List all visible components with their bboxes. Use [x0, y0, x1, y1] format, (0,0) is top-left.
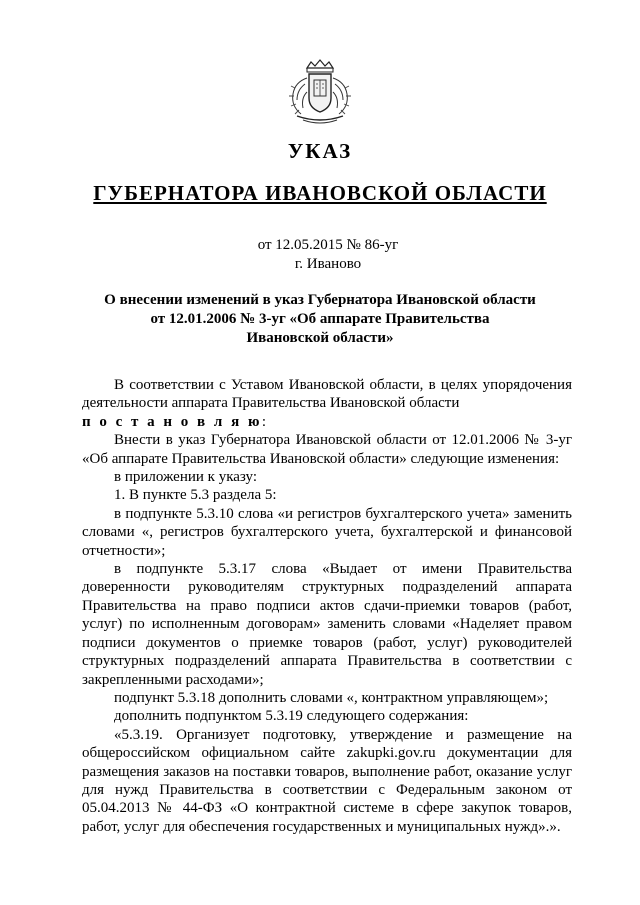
city-name: г. Иваново — [294, 256, 362, 272]
body-paragraph-3: 1. В пункте 5.3 раздела 5: — [114, 487, 277, 504]
body-paragraph-7: дополнить подпунктом 5.3.19 следующего содержания: — [114, 708, 469, 725]
document-type-heading: УКАЗ — [287, 139, 353, 163]
body-paragraph-5: в подпункте 5.3.17 слова «Выдает от имени Правительства доверенности руководителям структурных подразделений аппарата Правительства на право подписи актов сдачи-приемки товаров (работ, услуг) по исполненным договорам» заменить словами «Наделяет правом подписи документов о приемке товаров (работ, услуг) руководителей структурных подразделений аппарата Правительства в соответствии с закрепленными расходами»; — [82, 561, 572, 688]
subject-line-3: Ивановской области» — [246, 330, 394, 346]
preamble-paragraph: В соответствии с Уставом Ивановской области, в целях упорядочения деятельности аппарата Правительства Ивановской области — [82, 377, 572, 412]
decree-word: п о с т а н о в л я ю — [82, 413, 262, 430]
subject-line-2: от 12.01.2006 № 3-уг «Об аппарате Правительства — [150, 311, 490, 327]
body-paragraph-2: в приложении к указу: — [114, 469, 257, 486]
coat-of-arms-icon — [285, 58, 355, 126]
body-paragraph-8: «5.3.19. Организует подготовку, утверждение и размещение на общероссийском официальном сайте zakupki.gov.ru документации для размещения заказов на поставки товаров, выполнение работ, оказание услуг для нужд Правительства в соответствии с Федеральным законом от 05.04.2013 № 44-ФЗ «О контрактной системе в сфере закупок товаров, работ, услуг для обеспечения государственных и муниципальных нужд».». — [82, 726, 572, 835]
issuer-heading: ГУБЕРНАТОРА ИВАНОВСКОЙ ОБЛАСТИ — [93, 181, 547, 205]
document-body — [82, 376, 572, 836]
date-and-number: от 12.05.2015 № 86-уг — [257, 237, 399, 253]
body-paragraph-1: Внести в указ Губернатора Ивановской области от 12.01.2006 № 3-уг «Об аппарате Правительства Ивановской области» следующие изменения: — [82, 432, 572, 467]
subject-line-1: О внесении изменений в указ Губернатора Ивановской области — [104, 292, 536, 308]
body-paragraph-4: в подпункте 5.3.10 слова «и регистров бухгалтерского учета» заменить словами «, регистров бухгалтерского учета, бухгалтерской и финансовой отчетности»; — [82, 505, 572, 559]
decree-colon: : — [261, 413, 267, 430]
decree-line — [82, 413, 572, 431]
body-paragraph-6: подпункт 5.3.18 дополнить словами «, контрактном управляющем»; — [114, 689, 549, 706]
